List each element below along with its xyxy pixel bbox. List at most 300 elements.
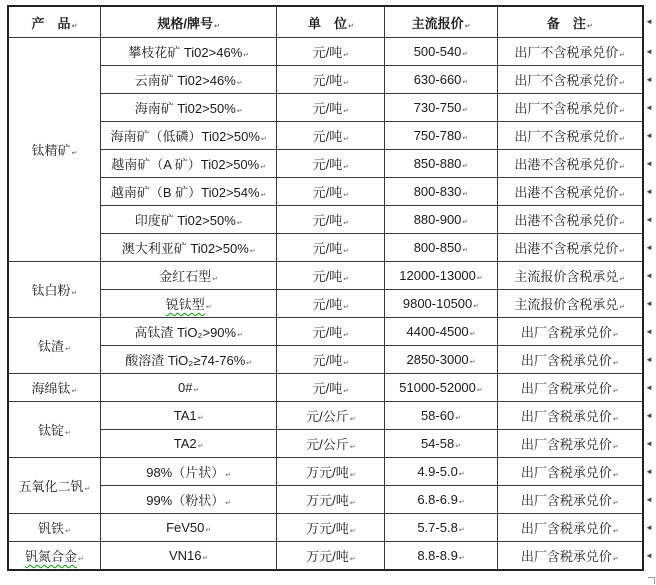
table-row [8,206,655,234]
paragraph-mark: ↵ [260,164,267,171]
paragraph-mark: ↵ [78,555,84,563]
table-row [8,94,655,122]
unit-cell[interactable] [277,430,385,458]
row-end-marker: ◄ [645,439,653,448]
table-row [8,178,655,206]
spec-cell-text: 锐钛型 [165,297,205,312]
table-row [8,318,655,346]
price-cell[interactable] [385,38,497,66]
unit-cell-text: 元/吨 [312,269,343,284]
note-cell[interactable] [497,122,643,150]
spec-cell[interactable] [100,122,276,150]
paragraph-mark: ↵ [343,52,350,59]
row-end-marker: ◄ [645,411,653,420]
price-cell-text: 500-540 [413,44,462,59]
unit-cell-text: 元/吨 [312,185,343,200]
header-row [8,6,655,38]
table-row [8,430,655,458]
paragraph-mark: ↵ [462,219,469,226]
note-cell-text: 出厂含税承兑价 [520,353,612,368]
paragraph-mark: ↵ [612,332,619,339]
table-header [8,6,655,38]
paragraph-mark: ↵ [473,303,480,310]
product-label: 钛白粉 [31,283,71,298]
unit-cell[interactable] [277,458,385,486]
note-cell-text: 出厂含税承兑价 [520,437,612,452]
paragraph-mark: ↵ [612,555,619,563]
row-end-marker: ◄ [645,215,653,224]
unit-cell[interactable] [277,514,385,542]
unit-cell-text: 元/吨 [312,353,343,368]
unit-cell[interactable] [277,262,385,290]
paragraph-mark: ↵ [225,472,232,479]
note-cell[interactable] [497,486,643,514]
price-cell[interactable] [385,178,497,206]
note-cell[interactable] [497,542,643,570]
spec-cell[interactable] [100,150,276,178]
paragraph-mark: ↵ [476,387,483,394]
unit-cell-text: 元/吨 [312,325,343,340]
price-cell[interactable] [385,374,497,402]
row-end-marker: ◄ [645,103,653,112]
paragraph-mark: ↵ [343,332,350,339]
unit-cell[interactable] [277,206,385,234]
note-cell-text: 出厂不含税承兑价 [514,45,619,60]
note-cell-text: 出厂含税承兑价 [520,493,612,508]
unit-cell-text: 万元/吨 [306,521,349,536]
header-label: 备 注 [546,15,586,31]
product-cell[interactable] [8,514,100,542]
row-end-marker: ◄ [645,523,653,532]
note-cell-text: 主流报价含税承兑 [514,269,619,284]
paragraph-mark: ↵ [349,500,356,507]
paragraph-mark: ↵ [619,164,626,171]
price-cell-text: 54-58 [420,436,455,451]
note-cell[interactable] [497,178,643,206]
row-end-marker: ◄ [645,551,653,560]
note-cell-text: 出厂不含税承兑价 [514,101,619,116]
note-cell-text: 出港不含税承兑价 [514,157,619,172]
paragraph-mark: ↵ [243,52,250,59]
unit-cell-text: 元/公斤 [306,409,349,424]
price-cell[interactable] [385,290,497,318]
paragraph-mark: ↵ [476,275,483,282]
unit-cell-text: 元/吨 [312,297,343,312]
spec-cell-text: 云南矿 Ti02>46% [134,73,236,88]
note-cell-text: 出厂含税承兑价 [520,381,612,396]
spec-cell[interactable] [100,458,276,486]
unit-cell[interactable] [277,346,385,374]
product-label: 钛渣 [38,339,65,354]
product-cell[interactable] [8,262,100,318]
note-cell-text: 出厂含税承兑价 [520,409,612,424]
header-cell[interactable] [100,6,276,38]
paragraph-mark: ↵ [619,304,626,311]
price-cell[interactable] [385,458,497,486]
price-cell[interactable] [385,430,497,458]
price-cell-text: 4.9-5.0 [417,464,458,479]
note-cell[interactable] [497,94,643,122]
table-row [8,262,655,290]
paragraph-mark: ↵ [71,290,78,297]
price-cell[interactable] [385,150,497,178]
header-label: 规格/牌号 [157,15,214,31]
unit-cell[interactable] [277,542,385,570]
paragraph-mark: ↵ [197,443,204,450]
unit-cell-text: 元/吨 [312,241,343,256]
note-cell[interactable] [497,514,643,542]
note-cell[interactable] [497,66,643,94]
paragraph-mark: ↵ [343,108,350,115]
row-end-marker: ◄ [645,17,653,27]
unit-cell-text: 元/公斤 [306,437,349,452]
note-cell-text: 出港不含税承兑价 [514,213,619,228]
paragraph-mark: ↵ [612,416,619,423]
paragraph-mark: ↵ [462,247,469,254]
row-end-marker: ◄ [645,495,653,504]
paragraph-mark: ↵ [469,359,476,366]
product-label: 钒铁 [38,521,65,536]
paragraph-mark: ↵ [349,555,356,563]
unit-cell-text: 元/吨 [312,157,343,172]
row-end-marker: ◄ [645,159,653,168]
product-label: 钒氮合金 [25,548,78,564]
price-cell[interactable] [385,486,497,514]
price-cell[interactable] [385,542,497,570]
paragraph-mark: ↵ [193,387,200,394]
spec-cell-text: 澳大利亚矿 Ti02>50% [121,241,249,256]
paragraph-mark: ↵ [236,220,243,227]
paragraph-mark: ↵ [619,108,626,115]
product-label: 海绵钛 [31,381,71,396]
paragraph-mark: ↵ [343,360,350,367]
paragraph-mark: ↵ [462,51,469,58]
note-cell-text: 出厂含税承兑价 [520,548,612,564]
header-cell[interactable] [497,6,643,38]
price-cell-text: 12000-13000 [399,268,476,283]
row-end-marker: ◄ [645,271,653,280]
paragraph-mark: ↵ [464,22,471,30]
table-row [8,122,655,150]
paragraph-mark: ↵ [619,248,626,255]
price-cell-text: 2850-3000 [406,352,469,367]
paragraph-mark: ↵ [197,415,204,422]
row-end-marker: ◄ [645,75,653,84]
table-body [8,38,655,570]
note-cell[interactable] [497,150,643,178]
table-row [8,38,655,66]
price-cell-text: 800-850 [413,240,462,255]
price-cell-text: 6.8-6.9 [417,492,458,507]
unit-cell[interactable] [277,94,385,122]
spec-cell-text: 0# [178,380,193,395]
paragraph-mark: ↵ [212,276,219,283]
spec-cell[interactable] [100,66,276,94]
price-cell[interactable] [385,346,497,374]
note-cell[interactable] [497,402,643,430]
price-cell[interactable] [385,94,497,122]
unit-cell-text: 元/吨 [312,381,343,396]
price-cell-text: 880-900 [413,212,462,227]
paragraph-mark: ↵ [343,388,350,395]
spec-cell-text: 越南矿（B 矿）Ti02>54% [110,185,260,200]
row-end-marker: ◄ [645,243,653,252]
note-cell[interactable] [497,318,643,346]
table-row [8,290,655,318]
paragraph-mark: ↵ [612,528,619,535]
note-cell-text: 出厂含税承兑价 [520,465,612,480]
spec-cell[interactable] [100,38,276,66]
row-end-marker: ◄ [645,467,653,476]
row-end-marker: ◄ [645,355,653,364]
unit-cell[interactable] [277,318,385,346]
paragraph-mark: ↵ [349,528,356,535]
table-row [8,66,655,94]
unit-cell[interactable] [277,178,385,206]
product-label: 五氧化二钒 [18,479,84,494]
unit-cell[interactable] [277,122,385,150]
price-cell-text: 800-830 [413,184,462,199]
paragraph-mark: ↵ [612,444,619,451]
note-cell[interactable] [497,38,643,66]
paragraph-mark: ↵ [462,191,469,198]
paragraph-mark: ↵ [612,360,619,367]
paragraph-mark: ↵ [343,136,350,143]
paragraph-mark: ↵ [202,554,209,562]
row-end-marker: ◄ [645,131,653,140]
paragraph-mark: ↵ [260,192,267,199]
unit-cell[interactable] [277,66,385,94]
unit-cell-text: 元/吨 [312,73,343,88]
unit-cell-text: 元/吨 [312,129,343,144]
spec-cell[interactable] [100,318,276,346]
header-label: 单 位 [307,15,347,31]
paragraph-mark: ↵ [65,346,71,353]
paragraph-mark: ↵ [71,388,78,395]
unit-cell[interactable] [277,38,385,66]
unit-cell[interactable] [277,402,385,430]
note-cell-text: 出港不含税承兑价 [514,185,619,200]
unit-cell[interactable] [277,290,385,318]
paragraph-mark: ↵ [469,331,476,338]
table-row [8,458,655,486]
paragraph-mark: ↵ [455,415,462,422]
paragraph-mark: ↵ [214,22,220,30]
paragraph-mark: ↵ [349,472,356,479]
header-cell[interactable] [277,6,385,38]
price-cell-text: 8.8-8.9 [417,547,458,563]
paragraph-mark: ↵ [612,500,619,507]
paragraph-mark: ↵ [462,135,469,142]
table-row [8,514,655,542]
spec-cell-text: 高钛渣 TiO₂>90% [134,325,237,340]
row-end-marker: ◄ [645,47,653,56]
spec-cell[interactable] [100,346,276,374]
price-cell-text: 630-660 [413,72,462,87]
paragraph-mark: ↵ [343,304,350,311]
product-cell[interactable] [8,402,100,458]
unit-cell-text: 元/吨 [312,101,343,116]
spec-cell-text: 99%（粉状） [146,493,225,508]
unit-cell[interactable] [277,374,385,402]
price-cell[interactable] [385,514,497,542]
table-row [8,150,655,178]
spec-cell[interactable] [100,542,276,570]
spec-cell-text: 金红石型 [159,269,212,284]
paragraph-mark: ↵ [343,220,350,227]
table-row [8,486,655,514]
note-cell-text: 主流报价含税承兑 [514,297,619,312]
unit-cell-text: 元/吨 [312,45,343,60]
product-cell[interactable] [8,374,100,402]
note-cell[interactable] [497,206,643,234]
spec-cell-text: FeV50 [166,520,205,535]
spec-cell[interactable] [100,262,276,290]
spec-cell-text: 海南矿 Ti02>50% [134,101,236,116]
price-cell-text: 51000-52000 [399,380,476,395]
paragraph-mark: ↵ [249,248,256,255]
product-cell[interactable] [8,458,100,514]
product-cell[interactable] [8,318,100,374]
product-cell[interactable] [8,542,100,570]
spec-cell-text: 攀枝花矿 Ti02>46% [128,45,243,60]
price-cell[interactable] [385,122,497,150]
paragraph-mark: ↵ [65,528,71,535]
paragraph-mark: ↵ [347,22,354,30]
spec-cell[interactable] [100,290,276,318]
paragraph-mark: ↵ [462,107,469,114]
note-cell[interactable] [497,374,643,402]
table-resize-handle[interactable] [648,577,655,584]
paragraph-mark: ↵ [349,444,356,451]
note-cell[interactable] [497,430,643,458]
spec-cell-text: 98%（片状） [146,465,225,480]
paragraph-mark: ↵ [458,527,465,534]
product-cell[interactable] [8,38,100,262]
unit-cell-text: 万元/吨 [306,548,349,564]
price-cell[interactable] [385,402,497,430]
paragraph-mark: ↵ [612,388,619,395]
paragraph-mark: ↵ [343,248,350,255]
paragraph-mark: ↵ [343,164,350,171]
paragraph-mark: ↵ [343,192,350,199]
table-row [8,234,655,262]
header-label: 主流报价 [411,15,464,31]
table-row [8,374,655,402]
product-label: 钛锭 [38,423,65,438]
header-cell[interactable] [8,6,100,38]
spec-cell[interactable] [100,234,276,262]
unit-cell[interactable] [277,486,385,514]
paragraph-mark: ↵ [236,80,243,87]
note-cell-text: 出厂含税承兑价 [520,521,612,536]
note-cell-text: 出厂含税承兑价 [520,325,612,340]
price-cell[interactable] [385,234,497,262]
price-cell[interactable] [385,262,497,290]
spec-cell[interactable] [100,430,276,458]
spec-cell[interactable] [100,514,276,542]
header-cell[interactable] [385,6,497,38]
price-cell[interactable] [385,318,497,346]
paragraph-mark: ↵ [619,80,626,87]
price-table [7,5,656,571]
unit-cell-text: 万元/吨 [306,493,349,508]
product-label: 钛精矿 [31,143,71,158]
paragraph-mark: ↵ [237,332,243,339]
note-cell[interactable] [497,290,643,318]
unit-cell[interactable] [277,234,385,262]
price-cell-text: 730-750 [413,100,462,115]
note-cell[interactable] [497,458,643,486]
paragraph-mark: ↵ [462,163,469,170]
unit-cell-text: 万元/吨 [306,465,349,480]
price-cell-text: 850-880 [413,156,462,171]
note-cell[interactable] [497,234,643,262]
paragraph-mark: ↵ [236,108,243,115]
paragraph-mark: ↵ [455,443,462,450]
spec-cell-text: 酸溶渣 TiO₂≥74-76% [125,353,246,368]
paragraph-mark: ↵ [71,150,78,157]
spec-cell[interactable] [100,206,276,234]
paragraph-mark: ↵ [619,52,626,59]
paragraph-mark: ↵ [619,192,626,199]
paragraph-mark: ↵ [205,304,212,311]
row-end-marker: ◄ [645,327,653,336]
paragraph-mark: ↵ [619,220,626,227]
paragraph-mark: ↵ [205,527,212,534]
spec-cell-text: 海南矿（低磷）Ti02>50% [110,129,260,144]
paragraph-mark: ↵ [619,136,626,143]
spec-cell-text: 印度矿 Ti02>50% [134,213,236,228]
row-end-marker: ◄ [645,187,653,196]
unit-cell[interactable] [277,150,385,178]
row-end-marker: ◄ [645,383,653,392]
note-cell-text: 出港不含税承兑价 [514,241,619,256]
paragraph-mark: ↵ [246,360,253,367]
paragraph-mark: ↵ [612,472,619,479]
paragraph-mark: ↵ [458,471,465,478]
price-cell[interactable] [385,66,497,94]
spec-cell[interactable] [100,178,276,206]
spec-cell[interactable] [100,486,276,514]
row-end-marker: ◄ [645,299,653,308]
spec-cell[interactable] [100,374,276,402]
unit-cell-text: 元/吨 [312,213,343,228]
paragraph-mark: ↵ [225,500,232,507]
price-cell-text: 5.7-5.8 [417,520,458,535]
table-row [8,346,655,374]
spec-cell[interactable] [100,94,276,122]
paragraph-mark: ↵ [458,554,465,562]
note-cell[interactable] [497,262,643,290]
spec-cell[interactable] [100,402,276,430]
paragraph-mark: ↵ [71,22,78,30]
note-cell-text: 出厂不含税承兑价 [514,73,619,88]
paragraph-mark: ↵ [458,499,465,506]
note-cell[interactable] [497,346,643,374]
paragraph-mark: ↵ [462,79,469,86]
paragraph-mark: ↵ [343,276,350,283]
price-cell-text: 750-780 [413,128,462,143]
spec-cell-text: TA2 [173,436,197,451]
spec-cell-text: 越南矿（A 矿）Ti02>50% [111,157,260,172]
paragraph-mark: ↵ [343,80,350,87]
price-cell[interactable] [385,206,497,234]
price-cell-text: 9800-10500 [402,296,473,311]
paragraph-mark: ↵ [260,136,267,143]
spec-cell-text: TA1 [173,408,197,423]
price-cell-text: 4400-4500 [406,324,469,339]
